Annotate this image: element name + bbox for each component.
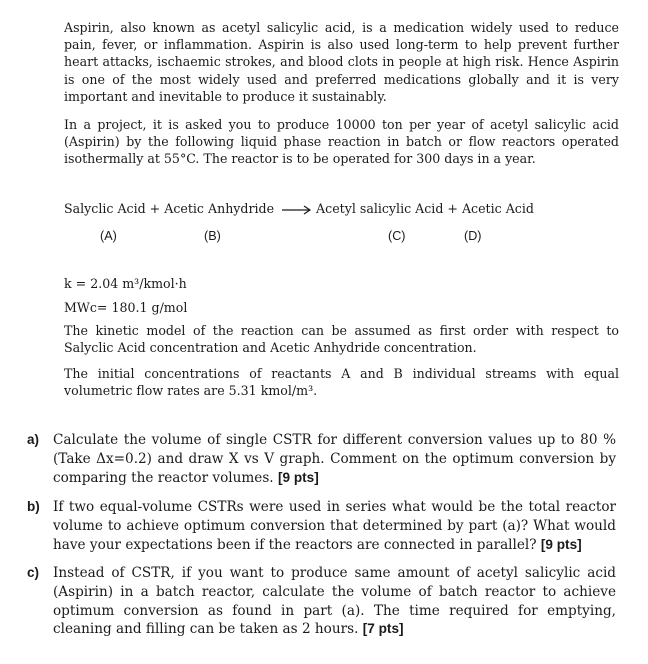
intro-paragraph-2: In a project, it is asked you to produce 10000 ton per year of acetyl salicylic acid (Aspirin) by the following liquid phase reaction in batch or flow reactors operated isothermally at 55°C. The reactor is to be operated for 300 days in a year. [64, 117, 619, 167]
question-a-text: Calculate the volume of single CSTR for different conversion values up to 80 % (Take Δx=0.2) and draw X vs V graph. Comment on the optimum conversion by comparing the reactor volumes. [53, 432, 616, 486]
reaction-products: Acetyl salicylic Acid + Acetic Acid [316, 201, 534, 216]
question-b-letter: b) [27, 499, 40, 514]
label-b: (B) [204, 229, 221, 243]
kinetic-model-paragraph: The kinetic model of the reaction can be assumed as first order with respect to Salyclic Acid concentration and Acetic Anhydride concentration. [64, 323, 619, 356]
question-c-points: [7 pts] [362, 621, 404, 637]
label-d: (D) [464, 229, 482, 243]
intro-paragraph-1: Aspirin, also known as acetyl salicylic acid, is a medication widely used to reduce pain, fever, or inflammation. Aspirin is also used long-term to help prevent further heart attacks, ischaemic strokes, and blood clots in people at high risk. Hence Aspirin is one of the most widely used and preferred medications globally and it is very important and inevitable to produce it sustainably. [64, 20, 619, 104]
question-a-points: [9 pts] [277, 469, 319, 485]
reaction-reactants: Salyclic Acid + Acetic Anhydride [64, 201, 275, 216]
reaction-arrow-icon [282, 205, 312, 215]
question-c-letter: c) [27, 565, 40, 580]
question-a [53, 431, 616, 487]
question-b [53, 498, 616, 554]
molecular-weight: MWc= 180.1 g/mol [64, 300, 188, 315]
question-b-text: If two equal-volume CSTRs were used in series what would be the total reactor volume to achieve optimum conversion that determined by part (a)? What would have your expectations been if the reactors are connected in parallel? [53, 499, 616, 553]
question-c [53, 564, 616, 639]
question-a-letter: a) [27, 432, 40, 447]
question-c-text: Instead of CSTR, if you want to produce same amount of acetyl salicylic acid (Aspirin) in a batch reactor, calculate the volume of batch reactor to achieve optimum conversion as found in part (a). The time required for emptying, cleaning and filling can be taken as 2 hours. [53, 565, 616, 638]
question-b-points: [9 pts] [540, 536, 582, 552]
label-a: (A) [100, 229, 117, 243]
rate-constant: k = 2.04 m³/kmol·h [64, 276, 187, 291]
reaction-equation [64, 200, 534, 217]
label-c: (C) [388, 229, 406, 243]
initial-concentration-paragraph: The initial concentrations of reactants A and B individual streams with equal volumetric flow rates are 5.31 kmol/m³. [64, 366, 619, 399]
